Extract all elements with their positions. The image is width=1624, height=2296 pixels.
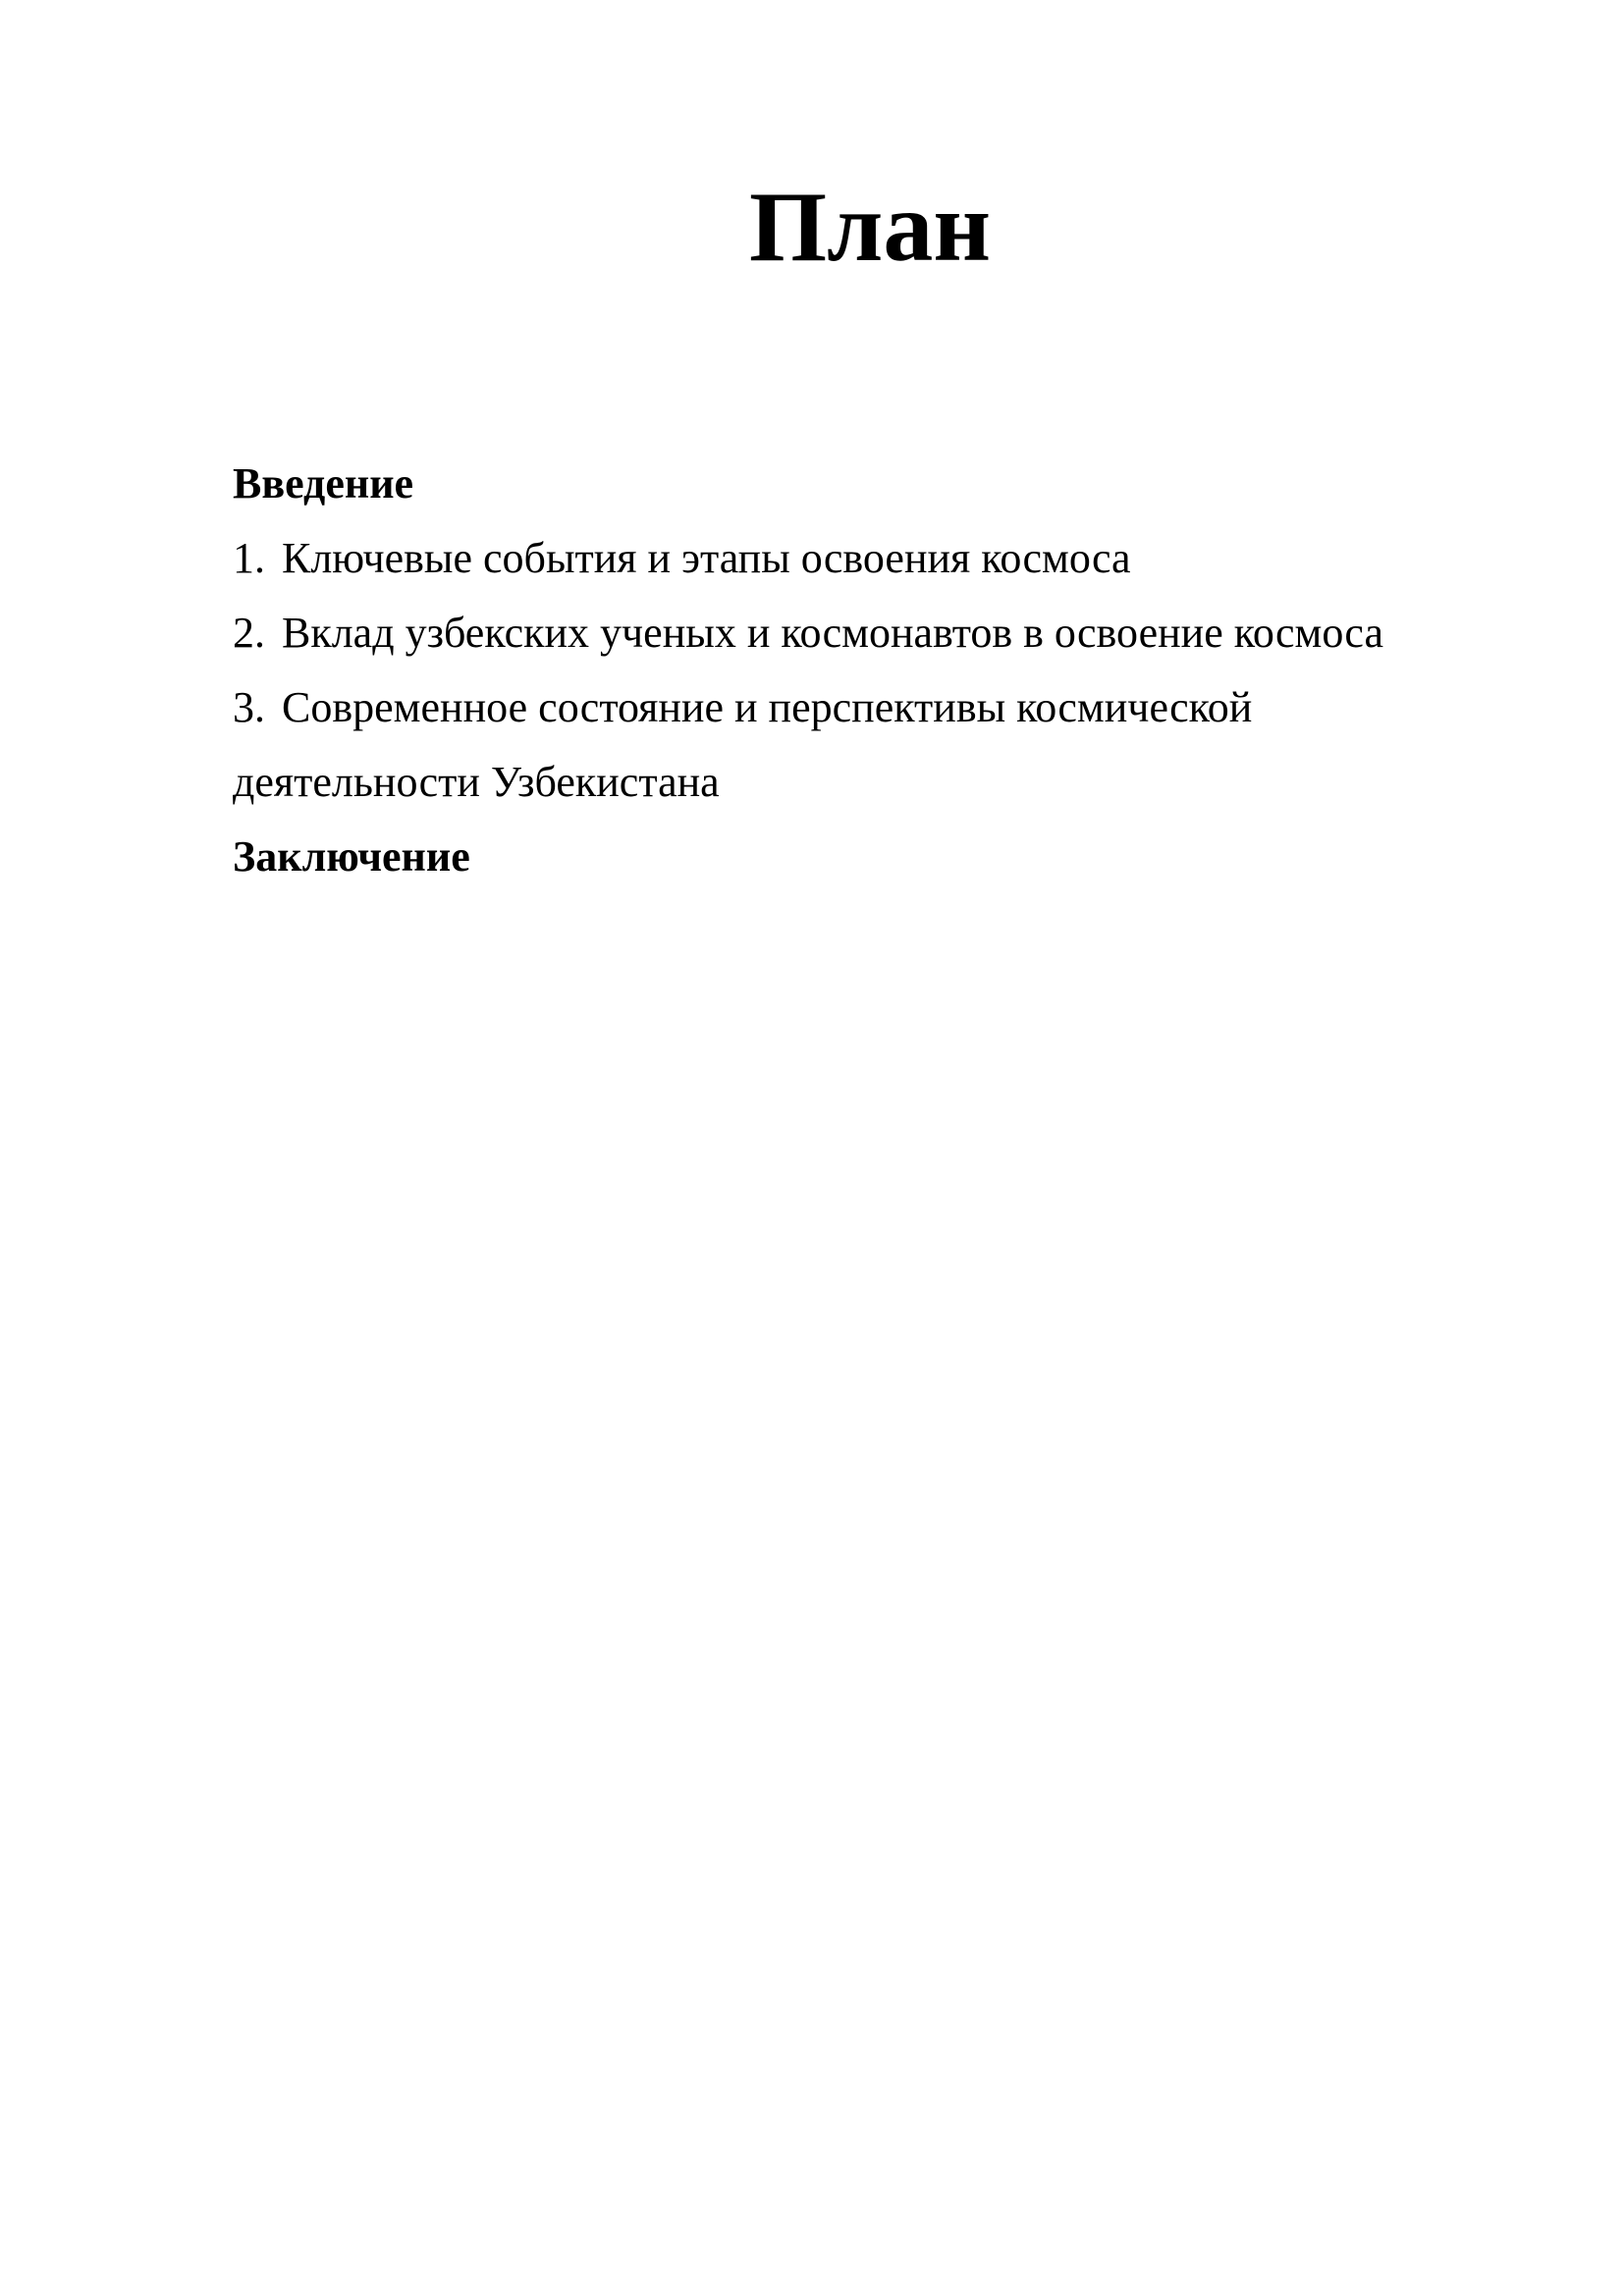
- plan-item-1: [233, 521, 1529, 596]
- item-text: Вклад узбекских ученых и космонавтов в освоение космоса: [282, 609, 1384, 657]
- item-number: 3.: [233, 683, 265, 731]
- item-number: 1.: [233, 534, 265, 582]
- plan-item-3-continuation: деятельности Узбекистана: [233, 758, 720, 806]
- page-title: План: [748, 172, 992, 283]
- plan-item-3: [233, 670, 1529, 745]
- plan-item-intro: Введение: [233, 459, 414, 507]
- item-number: 2.: [233, 609, 265, 657]
- item-text: Современное состояние и перспективы космической: [282, 683, 1253, 731]
- plan-item-2: [233, 596, 1529, 670]
- item-text: Ключевые события и этапы освоения космоса: [282, 534, 1131, 582]
- plan-item-conclusion: Заключение: [233, 832, 470, 881]
- plan-list: [233, 447, 1529, 894]
